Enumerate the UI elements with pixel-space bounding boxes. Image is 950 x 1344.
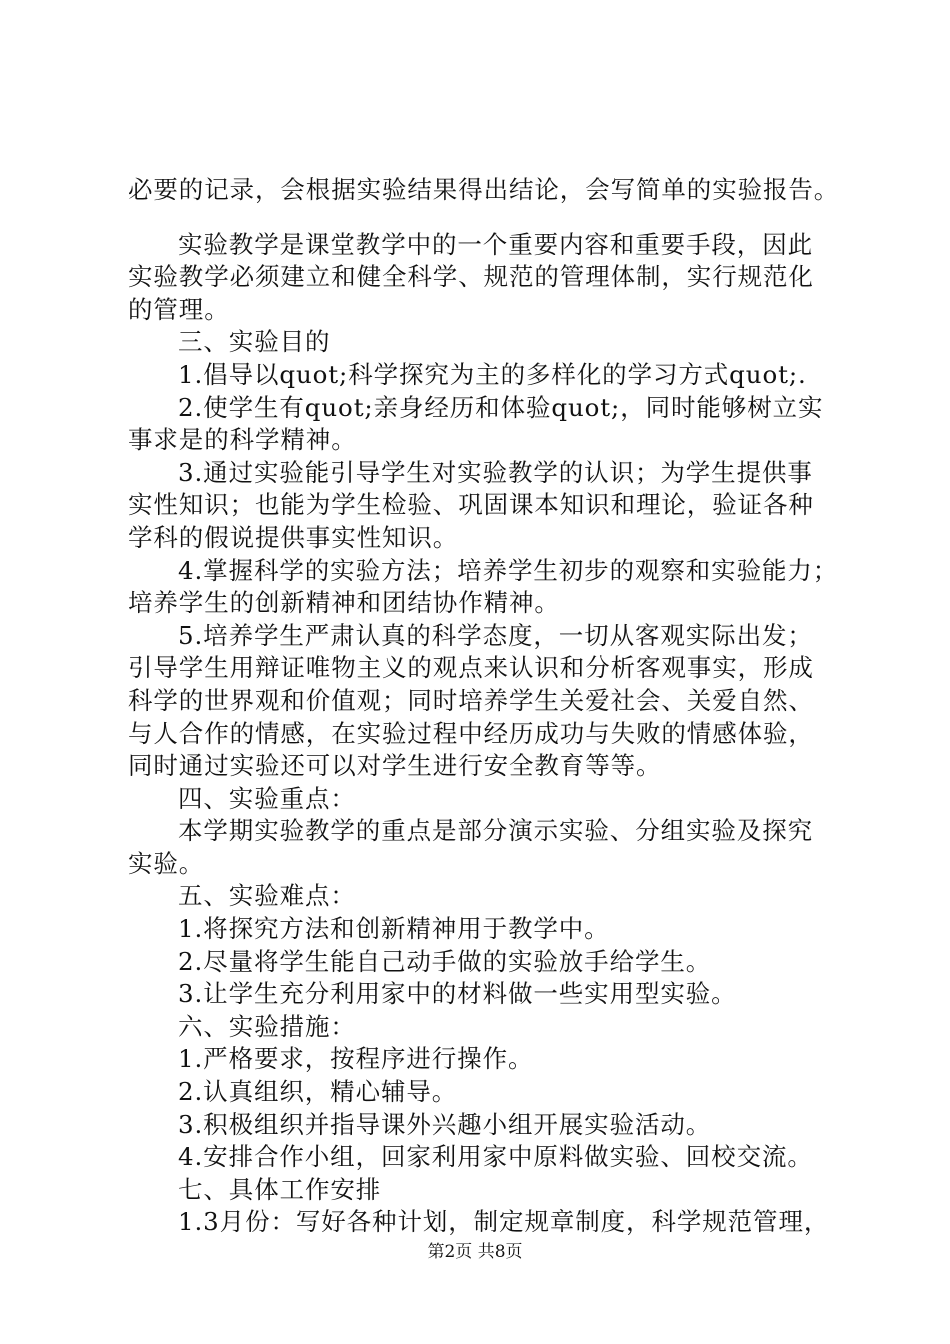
- text-line: 3.通过实验能引导学生对实验教学的认识；为学生提供事: [178, 457, 813, 487]
- text-line: 2.认真组织，精心辅导。: [178, 1077, 458, 1107]
- text-line: 六、实验措施：: [178, 1011, 356, 1041]
- text-line: 3.让学生充分利用家中的材料做一些实用型实验。: [178, 979, 737, 1009]
- text-line: 5.培养学生严肃认真的科学态度，一切从客观实际出发；: [178, 620, 813, 650]
- text-line: 与人合作的情感，在实验过程中经历成功与失败的情感体验，: [128, 718, 814, 748]
- text-line: 七、具体工作安排: [178, 1174, 382, 1204]
- text-line: 的管理。: [128, 294, 230, 324]
- page-footer: 第2页 共8页: [427, 1242, 523, 1262]
- text-line: 3.积极组织并指导课外兴趣小组开展实验活动。: [178, 1109, 712, 1139]
- text-line: 4.安排合作小组，回家利用家中原料做实验、回校交流。: [178, 1142, 813, 1172]
- text-line: 2.尽量将学生能自己动手做的实验放手给学生。: [178, 946, 712, 976]
- text-line: 1.严格要求，按程序进行操作。: [178, 1044, 534, 1074]
- text-line: 2.使学生有quot;亲身经历和体验quot;，同时能够树立实: [178, 392, 824, 422]
- text-line: 实验教学必须建立和健全科学、规范的管理体制，实行规范化: [128, 262, 814, 292]
- text-line: 1.将探究方法和创新精神用于教学中。: [178, 914, 610, 944]
- text-line: 同时通过实验还可以对学生进行安全教育等等。: [128, 751, 662, 781]
- text-line: 科学的世界观和价值观；同时培养学生关爱社会、关爱自然、: [128, 685, 814, 715]
- text-line: 引导学生用辩证唯物主义的观点来认识和分析客观事实，形成: [128, 653, 814, 683]
- text-line: 三、实验目的: [178, 327, 331, 357]
- text-line: 事求是的科学精神。: [128, 425, 357, 455]
- text-line: 实验教学是课堂教学中的一个重要内容和重要手段，因此: [178, 229, 813, 259]
- text-line: 4.掌握科学的实验方法；培养学生初步的观察和实验能力；: [178, 555, 839, 585]
- text-line: 本学期实验教学的重点是部分演示实验、分组实验及探究: [178, 816, 813, 846]
- text-line: 实性知识；也能为学生检验、巩固课本知识和理论，验证各种: [128, 490, 814, 520]
- text-line: 必要的记录，会根据实验结果得出结论，会写简单的实验报告。: [128, 175, 840, 204]
- text-line: 1.倡导以quot;科学探究为主的多样化的学习方式quot;.: [178, 359, 807, 389]
- text-line: 培养学生的创新精神和团结协作精神。: [128, 588, 560, 618]
- text-line: 五、实验难点：: [178, 881, 356, 911]
- text-line: 1.3月份：写好各种计划，制定规章制度，科学规范管理，: [178, 1207, 830, 1237]
- document-body: [128, 174, 848, 1239]
- paragraph-gap: [128, 207, 848, 229]
- text-line: 学科的假说提供事实性知识。: [128, 522, 459, 552]
- text-line: 四、实验重点：: [178, 783, 356, 813]
- text-line: 实验。: [128, 848, 205, 878]
